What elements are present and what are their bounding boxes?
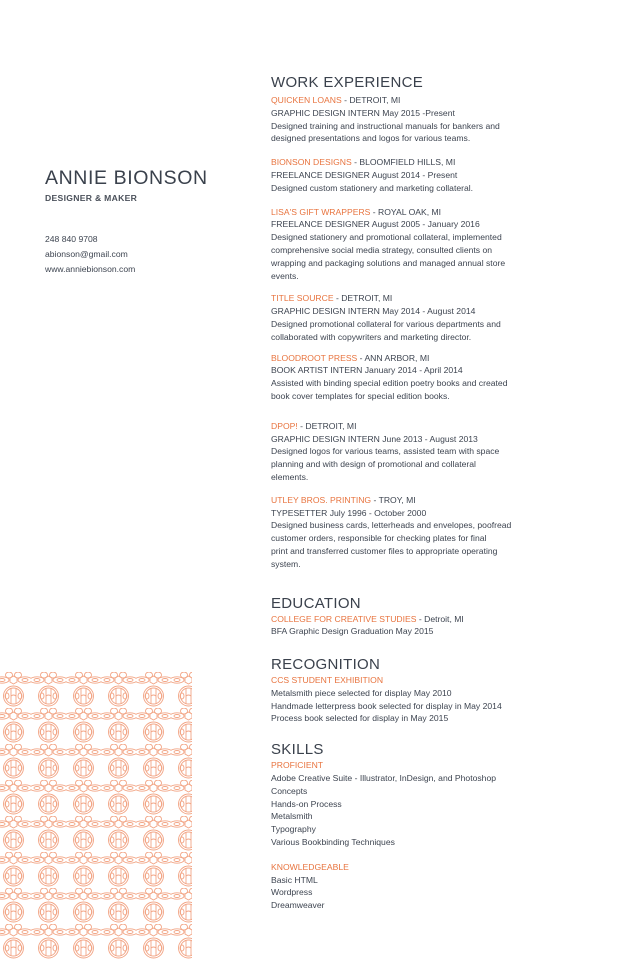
profile-tagline: DESIGNER & MAKER: [45, 193, 138, 203]
skill-item: Metalsmith: [271, 811, 313, 822]
job-description-line: elements.: [271, 471, 309, 482]
recognition-subtitle: CCS STUDENT EXHIBITION: [271, 675, 384, 686]
job-description-line: events.: [271, 270, 299, 281]
skill-item: Hands-on Process: [271, 798, 342, 809]
job-description-line: wrapping and packaging solutions and managed annual store: [271, 257, 506, 268]
section-title: WORK EXPERIENCE: [271, 74, 424, 91]
employer: UTLEY BROS. PRINTING: [271, 494, 372, 505]
job-role: FREELANCE DESIGNER August 2005 - January 2016: [271, 219, 480, 230]
job-description-line: Designed promotional collateral for various departments and: [271, 318, 501, 329]
job-description-line: Designed business cards, letterheads and envelopes, poofread: [271, 520, 512, 531]
education-section: [271, 595, 571, 639]
job-description-line: print and transferred customer files to appropriate operating: [271, 545, 498, 556]
skill-item: Adobe Creative Suite - Illustrator, InDesign, and Photoshop: [271, 773, 497, 784]
decorative-pattern-icon: [0, 672, 192, 960]
job-role: TYPESETTER July 1996 - October 2000: [271, 507, 427, 518]
profile-block: [45, 166, 255, 277]
profile-name: ANNIE BIONSON: [45, 167, 208, 189]
job-description-line: Designed training and instructional manuals for bankers and: [271, 120, 500, 131]
job-description-line: designed presentations and logos for various teams.: [271, 133, 471, 144]
contact-info: [45, 232, 255, 277]
recognition-item: Process book selected for display in May 2015: [271, 713, 449, 724]
skill-group-label: PROFICIENT: [271, 760, 324, 771]
contact-phone: 248 840 9708: [45, 234, 98, 244]
contact-email: abionson@gmail.com: [45, 249, 128, 259]
job-description-line: comprehensive social media strategy, consulted clients on: [271, 244, 493, 255]
work-entry: [271, 292, 571, 343]
job-role: BOOK ARTIST INTERN January 2014 - April 2014: [271, 365, 463, 376]
job-role: GRAPHIC DESIGN INTERN May 2015 -Present: [271, 107, 455, 118]
resume-main: [271, 74, 571, 912]
job-description-line: customer orders, responsible for checking plates for final: [271, 533, 487, 544]
employer: BIONSON DESIGNS: [271, 157, 352, 168]
section-title: RECOGNITION: [271, 656, 381, 674]
skill-item: Various Bookbinding Techniques: [271, 837, 395, 848]
employer: TITLE SOURCE: [271, 293, 334, 304]
skill-item: Typography: [271, 824, 316, 835]
school: COLLEGE FOR CREATIVE STUDIES: [271, 613, 417, 624]
work-experience-section: [271, 74, 571, 571]
work-entry: [271, 156, 571, 194]
degree: BFA Graphic Design Graduation May 2015: [271, 626, 434, 637]
work-entry: [271, 420, 571, 484]
job-role: GRAPHIC DESIGN INTERN May 2014 - August 2014: [271, 306, 476, 317]
skills-section: [271, 741, 571, 912]
education-entry: [271, 613, 571, 639]
location: - DETROIT, MI: [297, 420, 357, 431]
job-role: GRAPHIC DESIGN INTERN June 2013 - August 2013: [271, 433, 478, 444]
location: - DETROIT, MI: [333, 293, 393, 304]
skill-group-label: KNOWLEDGEABLE: [271, 861, 349, 872]
location: - ANN ARBOR, MI: [357, 352, 430, 363]
recognition-section: [271, 656, 571, 725]
job-description-line: planning and with design of promotional and collateral: [271, 459, 476, 470]
location: - BLOOMFIELD HILLS, MI: [351, 157, 456, 168]
employer: LISA'S GIFT WRAPPERS: [271, 206, 371, 217]
job-description-line: collaborated with copywriters and marketing director.: [271, 331, 472, 342]
section-title: SKILLS: [271, 741, 324, 759]
job-description-line: Designed logos for various teams, assisted team with space: [271, 446, 500, 457]
job-description-line: book cover templates for special edition books.: [271, 390, 450, 401]
location: - TROY, MI: [371, 494, 416, 505]
employer: DPOP!: [271, 420, 298, 431]
recognition-item: Handmade letterpress book selected for display in May 2014: [271, 700, 502, 711]
skill-item: Wordpress: [271, 887, 313, 898]
location: - Detroit, MI: [416, 613, 464, 624]
work-entry: [271, 206, 571, 283]
location: - DETROIT, MI: [341, 95, 401, 105]
skill-item: Concepts: [271, 785, 308, 796]
job-description-line: Designed custom stationery and marketing collateral.: [271, 182, 474, 193]
recognition-item: Metalsmith piece selected for display May 2010: [271, 687, 452, 698]
job-description-line: system.: [271, 558, 301, 569]
employer: BLOODROOT PRESS: [271, 352, 358, 363]
work-entry: [271, 494, 571, 571]
work-entry: [271, 94, 571, 145]
contact-website: www.anniebionson.com: [45, 264, 136, 274]
location: - ROYAL OAK, MI: [370, 206, 442, 217]
skill-item: Dreamweaver: [271, 900, 325, 911]
section-title: EDUCATION: [271, 594, 361, 612]
skill-item: Basic HTML: [271, 874, 318, 885]
job-role: FREELANCE DESIGNER August 2014 - Present: [271, 169, 458, 180]
employer: QUICKEN LOANS: [271, 95, 342, 105]
job-description-line: Designed stationery and promotional collateral, implemented: [271, 232, 502, 243]
work-entry: [271, 352, 571, 403]
job-description-line: Assisted with binding special edition poetry books and created: [271, 378, 508, 389]
